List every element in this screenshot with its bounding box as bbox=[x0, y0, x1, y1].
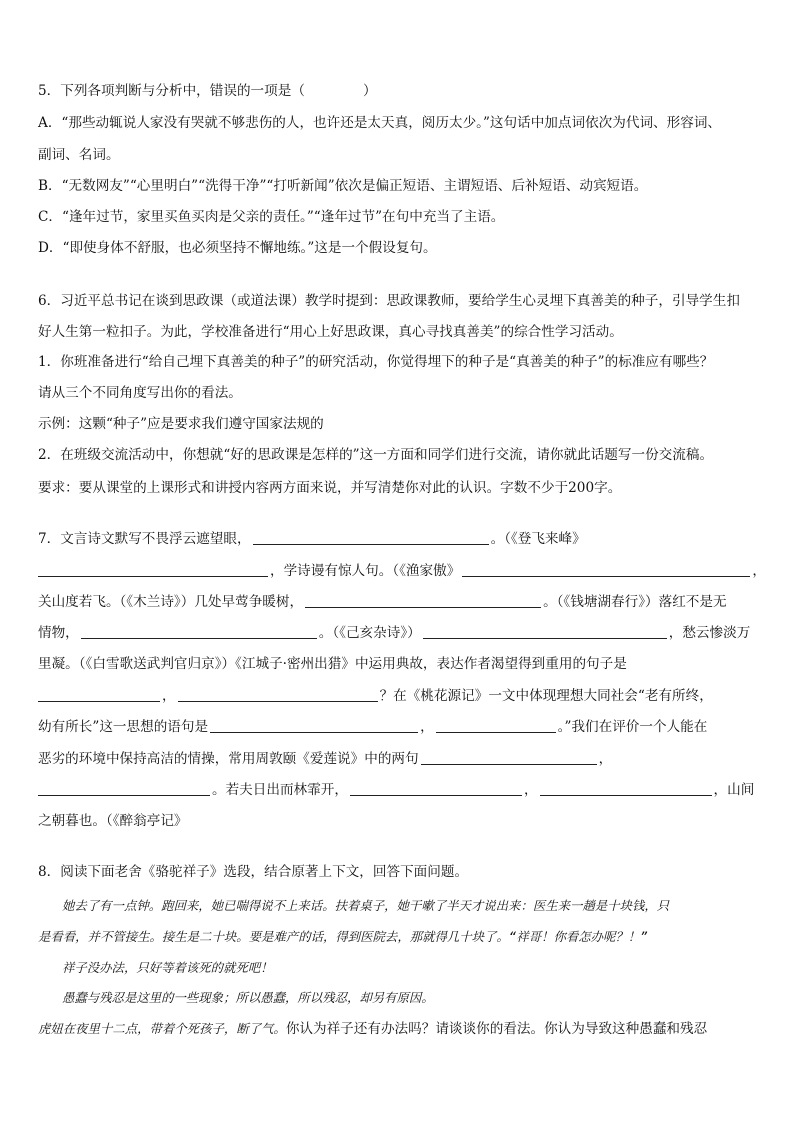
q8-passage-text: 虎妞在夜里十二点，带着个死孩子，断了气。 bbox=[38, 1021, 286, 1036]
q7-text: ， bbox=[162, 688, 176, 704]
q7-text: ， bbox=[752, 563, 766, 579]
q7-text: ， bbox=[598, 751, 613, 767]
q6-stem-line2: 好人生第一粒扣子。为此，学校准备进行“用心上好思政课，真心寻找真善美”的综合性学习活动。 bbox=[38, 324, 623, 340]
q8-stem: 8．阅读下面老舍《骆驼祥子》选段，结合原著上下文，回答下面问题。 bbox=[38, 864, 469, 880]
q7-text: 关山度若飞。（《木兰诗》）几处早莺争暖树， bbox=[38, 594, 304, 610]
q5-option-a-cont: 副词、名词。 bbox=[38, 147, 120, 163]
fill-blank[interactable] bbox=[38, 686, 160, 702]
q7-text: 。”我们在评价一个人能在 bbox=[557, 719, 708, 735]
q7-text: 恶劣的环境中保持高洁的情操，常用周敦颐《爱莲说》中的两句 bbox=[38, 751, 419, 767]
q5-stem bbox=[38, 81, 758, 101]
q6-example: 示例：这颗“种子”应是要求我们遵守国家法规的 bbox=[38, 416, 324, 432]
q5-option-b: B．“无数网友”“心里明白”“洗得干净”“打听新闻”依次是偏正短语、主谓短语、后补短语、动宾短语。 bbox=[38, 178, 648, 194]
fill-blank[interactable] bbox=[423, 623, 667, 639]
q7-line6 bbox=[38, 686, 758, 706]
q7-text: 。若夫日出而林霏开， bbox=[212, 782, 348, 798]
fill-blank[interactable] bbox=[178, 686, 378, 702]
fill-blank[interactable] bbox=[462, 561, 750, 577]
q7-line7 bbox=[38, 717, 758, 737]
q7-text: 情物， bbox=[38, 625, 79, 641]
q7-text: ？在《桃花源记》一文中体现理想大同社会“老有所终， bbox=[379, 688, 713, 704]
q7-line10: 之朝暮也。（《醉翁亭记》 bbox=[38, 813, 188, 829]
q5-option-d: D．“即使身体不舒服，也必须坚持不懈地练。”这是一个假设复句。 bbox=[38, 240, 437, 256]
q8-question-text: 你认为祥子还有办法吗？请谈谈你的看法。你认为导致这种愚蠢和残忍 bbox=[285, 1021, 708, 1037]
q7-text: 。（《钱塘湖春行》）落红不是无 bbox=[543, 594, 727, 610]
q5-option-a: A．“那些动辄说人家没有哭就不够悲伤的人，也许还是太天真，阅历太少。”这句话中加点词依次为代词、形容词、 bbox=[38, 115, 722, 131]
q6-requirement: 要求：要从课堂的上课形式和讲授内容两方面来说，并写清楚你对此的认识。字数不少于200字。 bbox=[38, 480, 622, 496]
q8-passage-line4: 愚蠢与残忍是这里的一些现象；所以愚蠢，所以残忍，却另有原因。 bbox=[62, 990, 434, 1005]
q7-line4 bbox=[38, 623, 758, 643]
fill-blank[interactable] bbox=[305, 592, 541, 608]
fill-blank[interactable] bbox=[421, 749, 597, 765]
q6-task1: 1．你班准备进行“给自己埋下真善美的种子”的研究活动，你觉得埋下的种子是“真善美的种子”的标准应有哪些？ bbox=[38, 354, 714, 370]
q7-text: ，山间 bbox=[713, 782, 755, 798]
q7-line9 bbox=[38, 780, 758, 800]
q7-text: ， bbox=[420, 719, 434, 735]
q6-task2: 2．在班级交流活动中，你想就“好的思政课是怎样的”这一方面和同学们进行交流，请你就此话题写一份交流稿。 bbox=[38, 447, 714, 463]
fill-blank[interactable] bbox=[38, 561, 268, 577]
fill-blank[interactable] bbox=[350, 780, 522, 796]
q7-line2 bbox=[38, 561, 766, 581]
q8-passage-line1: 她去了有一点钟。跑回来，她已喘得说不上来话。扶着桌子，她干嗽了半天才说出来：医生来一趟是十块钱，只 bbox=[62, 898, 670, 913]
fill-blank[interactable] bbox=[436, 717, 556, 733]
q7-text: ，愁云惨淡万 bbox=[668, 625, 751, 641]
q5-stem-text: 5．下列各项判断与分析中，错误的一项是（ bbox=[38, 83, 305, 99]
q5-option-c: C．“逢年过节，家里买鱼买肉是父亲的责任。”“逢年过节”在句中充当了主语。 bbox=[38, 209, 505, 225]
fill-blank[interactable] bbox=[210, 717, 418, 733]
fill-blank[interactable] bbox=[253, 529, 489, 545]
q7-line3 bbox=[38, 592, 758, 612]
q5-stem-close: ） bbox=[362, 83, 377, 99]
q7-text: 。（《登飞来峰》 bbox=[490, 531, 586, 547]
q6-stem-line1: 6．习近平总书记在谈到思政课（或道法课）教学时提到：思政课教师，要给学生心灵埋下真善美的种子，引导学生扣 bbox=[38, 293, 740, 309]
q7-line8 bbox=[38, 749, 758, 769]
q7-line1 bbox=[38, 529, 758, 549]
fill-blank[interactable] bbox=[81, 623, 317, 639]
fill-blank[interactable] bbox=[540, 780, 712, 796]
q8-passage-line2: 是看看，并不管接生。接生是二十块。要是难产的话，得到医院去，那就得几十块了。“祥哥！你看怎办呢？！” bbox=[38, 929, 648, 944]
fill-blank[interactable] bbox=[38, 780, 210, 796]
q7-text: ， bbox=[523, 782, 538, 798]
q8-passage-line3: 祥子没办法，只好等着该死的就死吧！ bbox=[62, 960, 273, 975]
q7-text: ，学诗谩有惊人句。（《渔家傲》 bbox=[270, 563, 461, 579]
q7-text: 7．文言诗文默写不畏浮云遮望眼， bbox=[38, 531, 251, 547]
q7-text: 幼有所长”这一思想的语句是 bbox=[38, 719, 209, 735]
q7-line5: 里凝。（《白雪歌送武判官归京》）《江城子·密州出猎》中运用典故，表达作者渴望得到重用的句子是 bbox=[38, 656, 627, 672]
q6-task1-cont: 请从三个不同角度写出你的看法。 bbox=[38, 385, 242, 401]
q7-text: 。（《己亥杂诗》） bbox=[318, 625, 421, 641]
q8-passage-line5 bbox=[38, 1019, 758, 1039]
